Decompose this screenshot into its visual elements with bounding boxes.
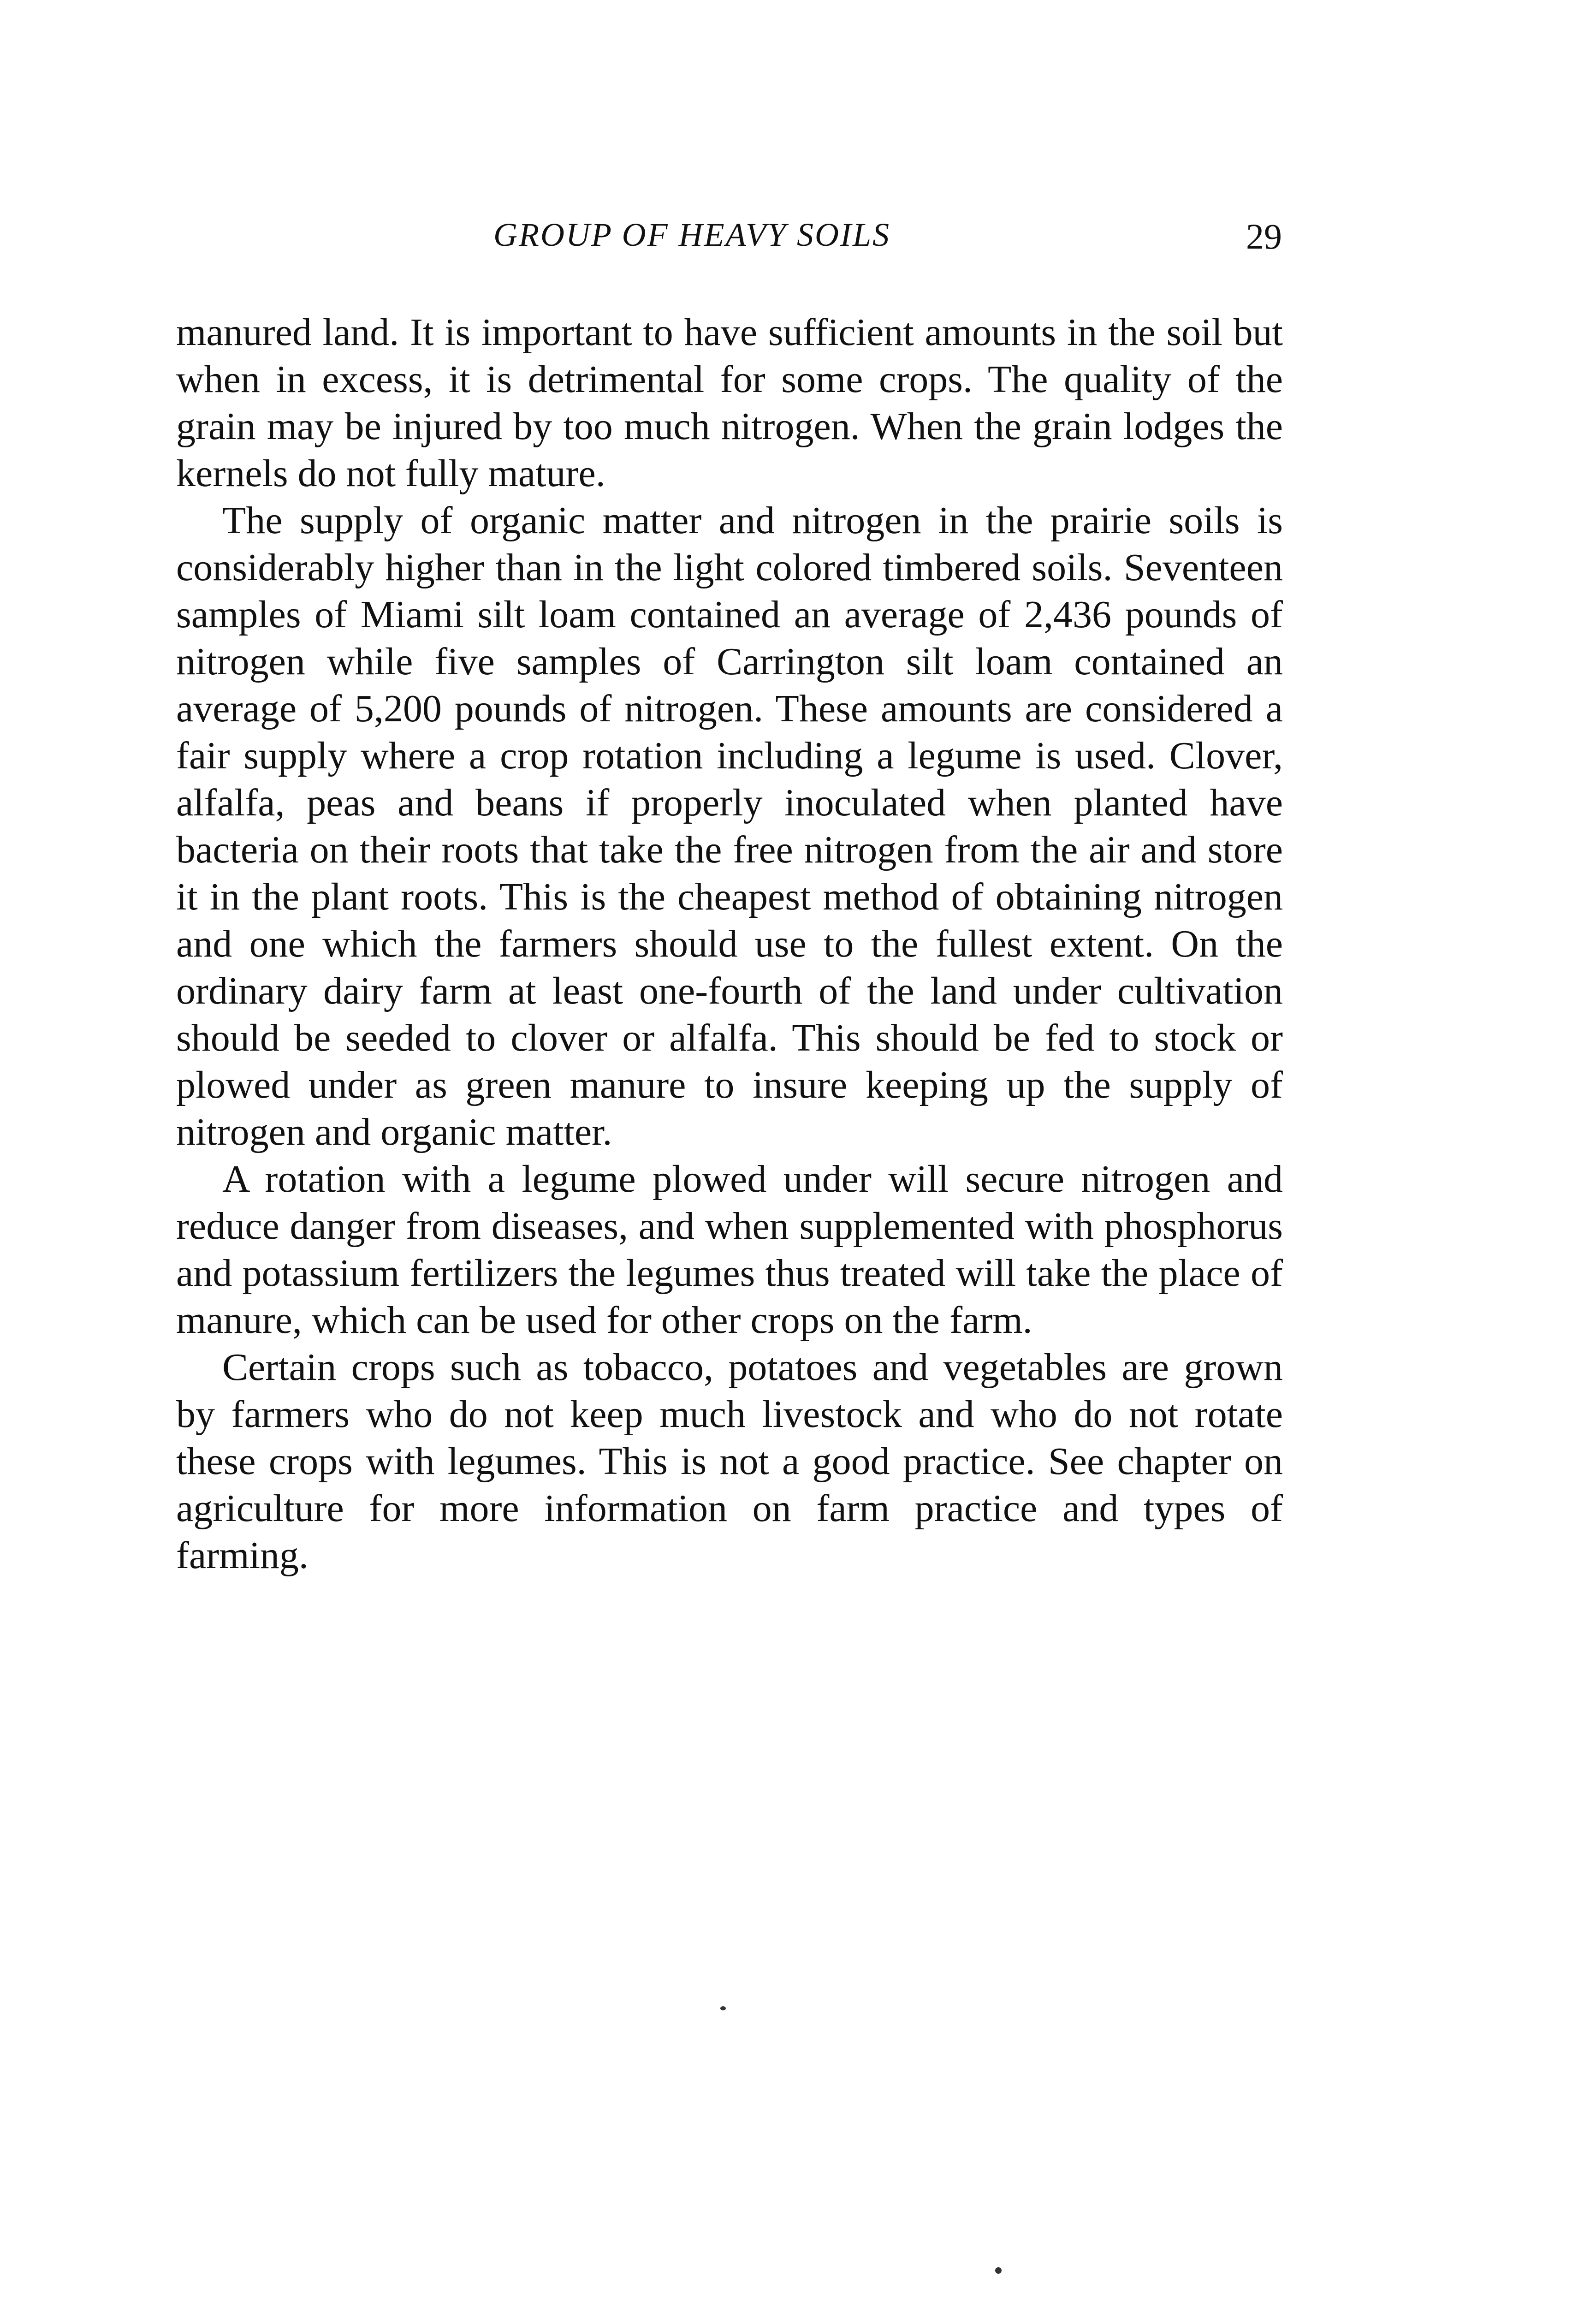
scan-speck [720, 2006, 726, 2010]
running-title: GROUP OF HEAVY SOILS [493, 216, 891, 253]
paragraph-legume-rotation: A rotation with a legume plowed under will secure nitrogen and reduce danger from diseases, and when supplemented with phosphorus and potassium fertilizers the legumes thus treated will take the place of manure, which can be used for other crops on the farm. [176, 1158, 1283, 1342]
page-number: 29 [1246, 216, 1282, 256]
body-text [176, 309, 1283, 1579]
running-head [175, 216, 1282, 267]
paragraph-continued: manured land. It is important to have sufficient amounts in the soil but when in excess, it is detrimental for some crops. The quality of the grain may be injured by too much nitrogen. When the grain lodges the kernels do not fully mature. [176, 311, 1283, 495]
paragraph-prairie-soils: The supply of organic matter and nitrogen in the prairie soils is considerably higher than in the light colored timbered soils. Seventeen samples of Miami silt loam contained an average of 2,436 pounds of nitrogen while five samples of Carrington silt loam contained an average of 5,200 pounds of nitrogen. These amounts are considered a fair supply where a crop rotation including a legume is used. Clover, alfalfa, peas and beans if properly inoculated when planted have bacteria on their roots that take the free nitrogen from the air and store it in the plant roots. This is the cheapest method of obtaining nitrogen and one which the farmers should use to the fullest extent. On the ordinary dairy farm at least one-fourth of the land under cultivation should be seeded to clover or alfalfa. This should be fed to stock or plowed under as green manure to insure keeping up the supply of nitrogen and organic matter. [176, 499, 1283, 1153]
paragraph-crop-practice: Certain crops such as tobacco, potatoes and vegetables are grown by farmers who do not keep much livestock and who do not rotate these crops with legumes. This is not a good practice. See chapter on agriculture for more information on farm practice and types of farming. [176, 1346, 1283, 1577]
scan-speck [995, 2267, 1002, 2274]
